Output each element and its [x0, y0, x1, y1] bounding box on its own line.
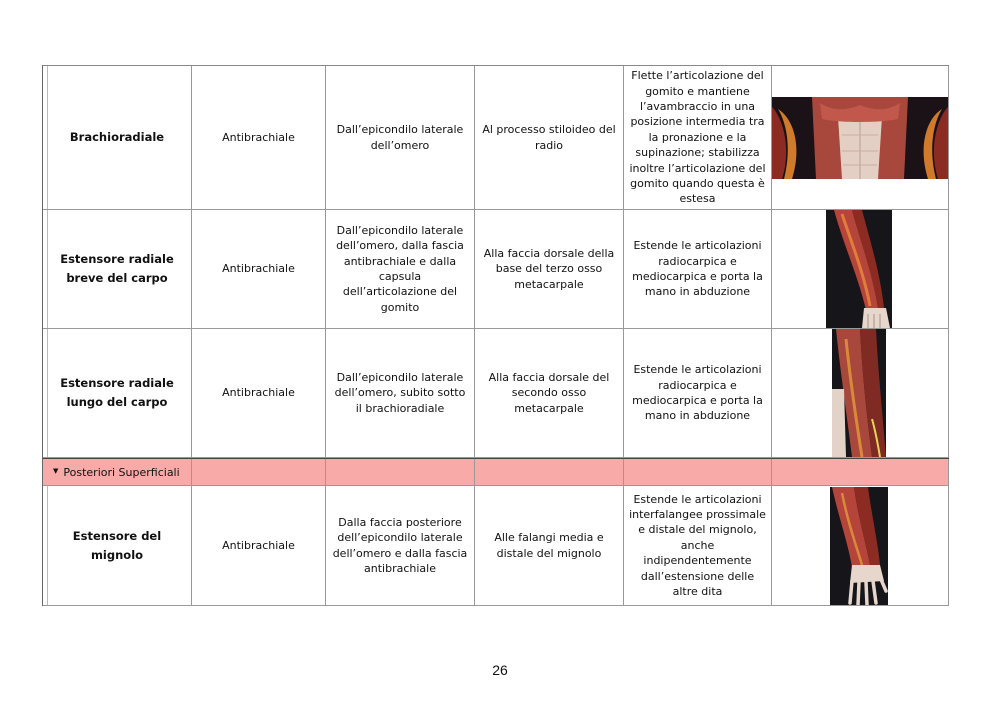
anatomy-torso-arms-illustration [772, 97, 948, 179]
action-cell: Estende le articolazioni interfalangee prossimale e distale del mignolo, anche indipendentemente dall’estensione delle altre dita [624, 486, 772, 605]
triangle-down-icon[interactable]: ▼ [53, 466, 59, 475]
anatomy-forearm-hand-illustration [830, 487, 888, 605]
action-cell: Estende le articolazioni radiocarpica e mediocarpica e porta la mano in abduzione [624, 210, 772, 328]
action-cell: Estende le articolazioni radiocarpica e mediocarpica e porta la mano in abduzione [624, 329, 772, 457]
origin-cell: Dall’epicondilo laterale dell’omero, subito sotto il brachioradiale [326, 329, 475, 457]
image-cell [772, 66, 949, 209]
anatomy-arm-illustration [832, 329, 886, 457]
insertion-cell: Alla faccia dorsale del secondo osso metacarpale [475, 329, 624, 457]
insertion-cell: Al processo stiloideo del radio [475, 66, 624, 209]
section-label: Posteriori Superficiali [63, 465, 180, 479]
region-cell: Antibrachiale [192, 66, 326, 209]
origin-cell: Dalla faccia posteriore dell’epicondilo laterale dell’omero e dalla fascia antibrachiale [326, 486, 475, 605]
region-cell: Antibrachiale [192, 329, 326, 457]
section-empty-cell [326, 459, 475, 485]
muscle-name-cell: Estensore del mignolo [43, 486, 192, 605]
insertion-cell: Alla faccia dorsale della base del terzo osso metacarpale [475, 210, 624, 328]
action-cell: Flette l’articolazione del gomito e mantiene l’avambraccio in una posizione intermedia tra la pronazione e la supinazione; stabilizza inoltre l’articolazione del gomito quando questa è estesa [624, 66, 772, 209]
anatomy-forearm-illustration [826, 210, 892, 328]
section-empty-cell [624, 459, 772, 485]
section-row[interactable] [43, 458, 949, 486]
section-empty-cell [772, 459, 949, 485]
insertion-cell: Alle falangi media e distale del mignolo [475, 486, 624, 605]
image-cell [772, 210, 949, 328]
muscle-name-cell: Estensore radiale lungo del carpo [43, 329, 192, 457]
muscle-name-cell: Estensore radiale breve del carpo [43, 210, 192, 328]
image-cell [772, 486, 949, 605]
muscle-name-cell: Brachioradiale [43, 66, 192, 209]
muscle-table [42, 65, 949, 606]
page-number: 26 [492, 662, 508, 678]
section-empty-cell [475, 459, 624, 485]
section-empty-cell [192, 459, 326, 485]
section-header[interactable] [43, 459, 192, 485]
region-cell: Antibrachiale [192, 210, 326, 328]
table-row [43, 329, 949, 458]
table-row [43, 210, 949, 329]
region-cell: Antibrachiale [192, 486, 326, 605]
table-row [43, 486, 949, 606]
origin-cell: Dall’epicondilo laterale dell’omero, dalla fascia antibrachiale e dalla capsula dell’articolazione del gomito [326, 210, 475, 328]
image-cell [772, 329, 949, 457]
table-row [43, 66, 949, 210]
origin-cell: Dall’epicondilo laterale dell’omero [326, 66, 475, 209]
